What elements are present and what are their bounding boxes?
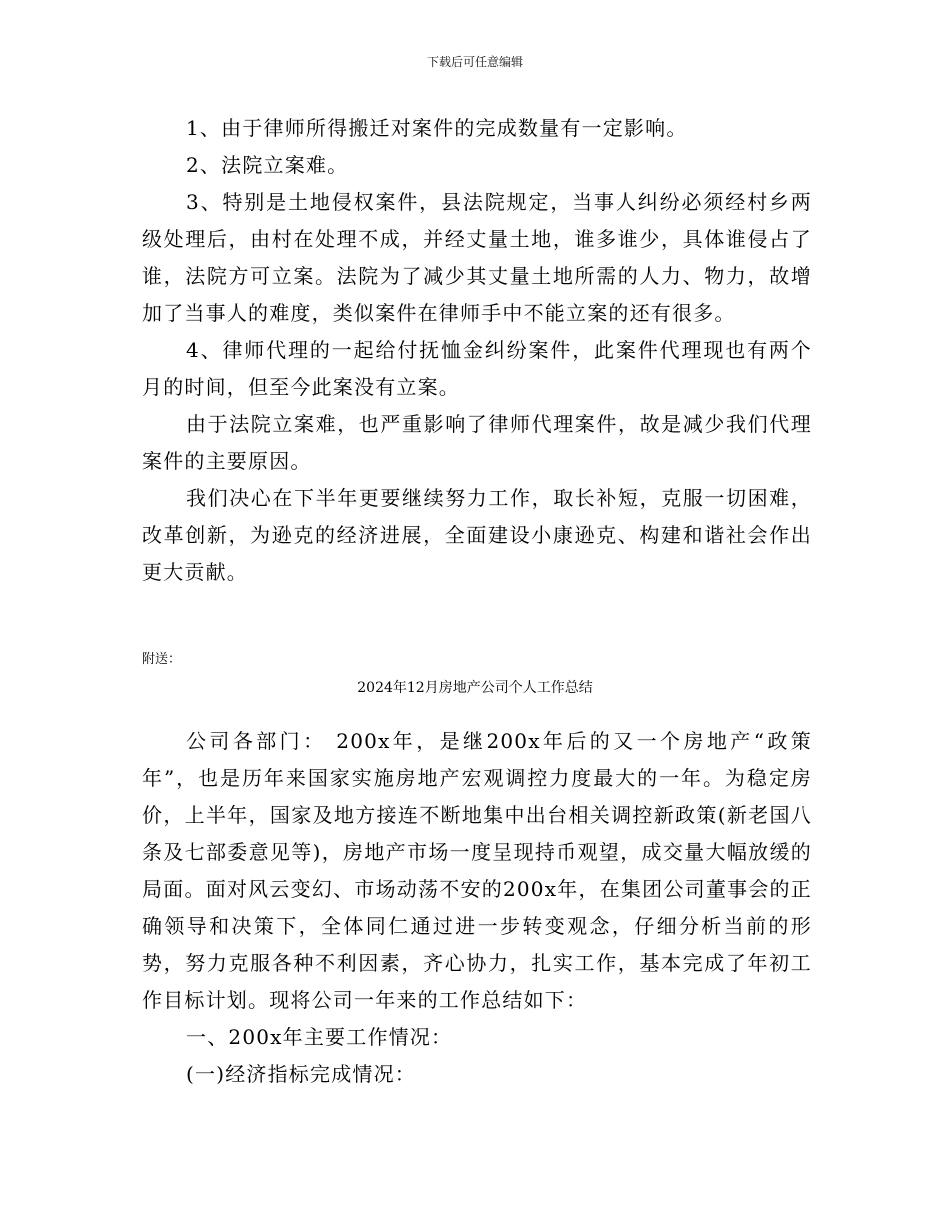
heading-main-work: 一、200x年主要工作情况： — [186, 1025, 453, 1049]
paragraph-item-3: 3、特别是土地侵权案件，县法院规定，当事人纠纷必须经村乡两级处理后，由村在处理不成，并经丈量土地，谁多谁少，具体谁侵占了谁，法院方可立案。法院为了减少其丈量土地所需的人力、物力，故增加了当事人的难度，类似案件在律师手中不能立案的还有很多。 — [142, 190, 812, 325]
paragraph-item-4: 4、律师代理的一起给付抚恤金纠纷案件，此案件代理现也有两个月的时间，但至今此案没有立案。 — [142, 338, 812, 399]
paragraph-company-summary: 公司各部门： 200x年，是继200x年后的又一个房地产“政策年”，也是历年来国家实施房地产宏观调控力度最大的一年。为稳定房价，上半年，国家及地方接连不断地集中出台相关调控新政策(新老国八条及七部委意见等)，房地产市场一度呈现持币观望，成交量大幅放缓的局面。面对风云变幻、市场动荡不安的200x年，在集团公司董事会的正确领导和决策下，全体同仁通过进一步转变观念，仔细分析当前的形势，努力克服各种不利因素，齐心协力，扎实工作，基本完成了年初工作目标计划。现将公司一年来的工作总结如下： — [142, 729, 812, 1012]
body-section-1 — [142, 110, 812, 591]
paragraph-item-2: 2、法院立案难。 — [186, 153, 349, 177]
page-header-note: 下载后可任意编辑 — [426, 55, 523, 69]
appendix-title: 2024年12月房地产公司个人工作总结 — [357, 680, 593, 696]
heading-economic-indicators: (一)经济指标完成情况： — [186, 1062, 417, 1086]
body-section-2 — [142, 723, 812, 1093]
appendix-label: 附送： — [142, 652, 182, 667]
paragraph-resolution: 我们决心在下半年更要继续努力工作，取长补短，克服一切困难，改革创新，为逊克的经济进展，全面建设小康逊克、构建和谐社会作出更大贡献。 — [142, 486, 812, 584]
paragraph-item-1: 1、由于律师所得搬迁对案件的完成数量有一定影响。 — [186, 116, 688, 140]
paragraph-filing-difficulty: 由于法院立案难，也严重影响了律师代理案件，故是减少我们代理案件的主要原因。 — [142, 412, 812, 473]
